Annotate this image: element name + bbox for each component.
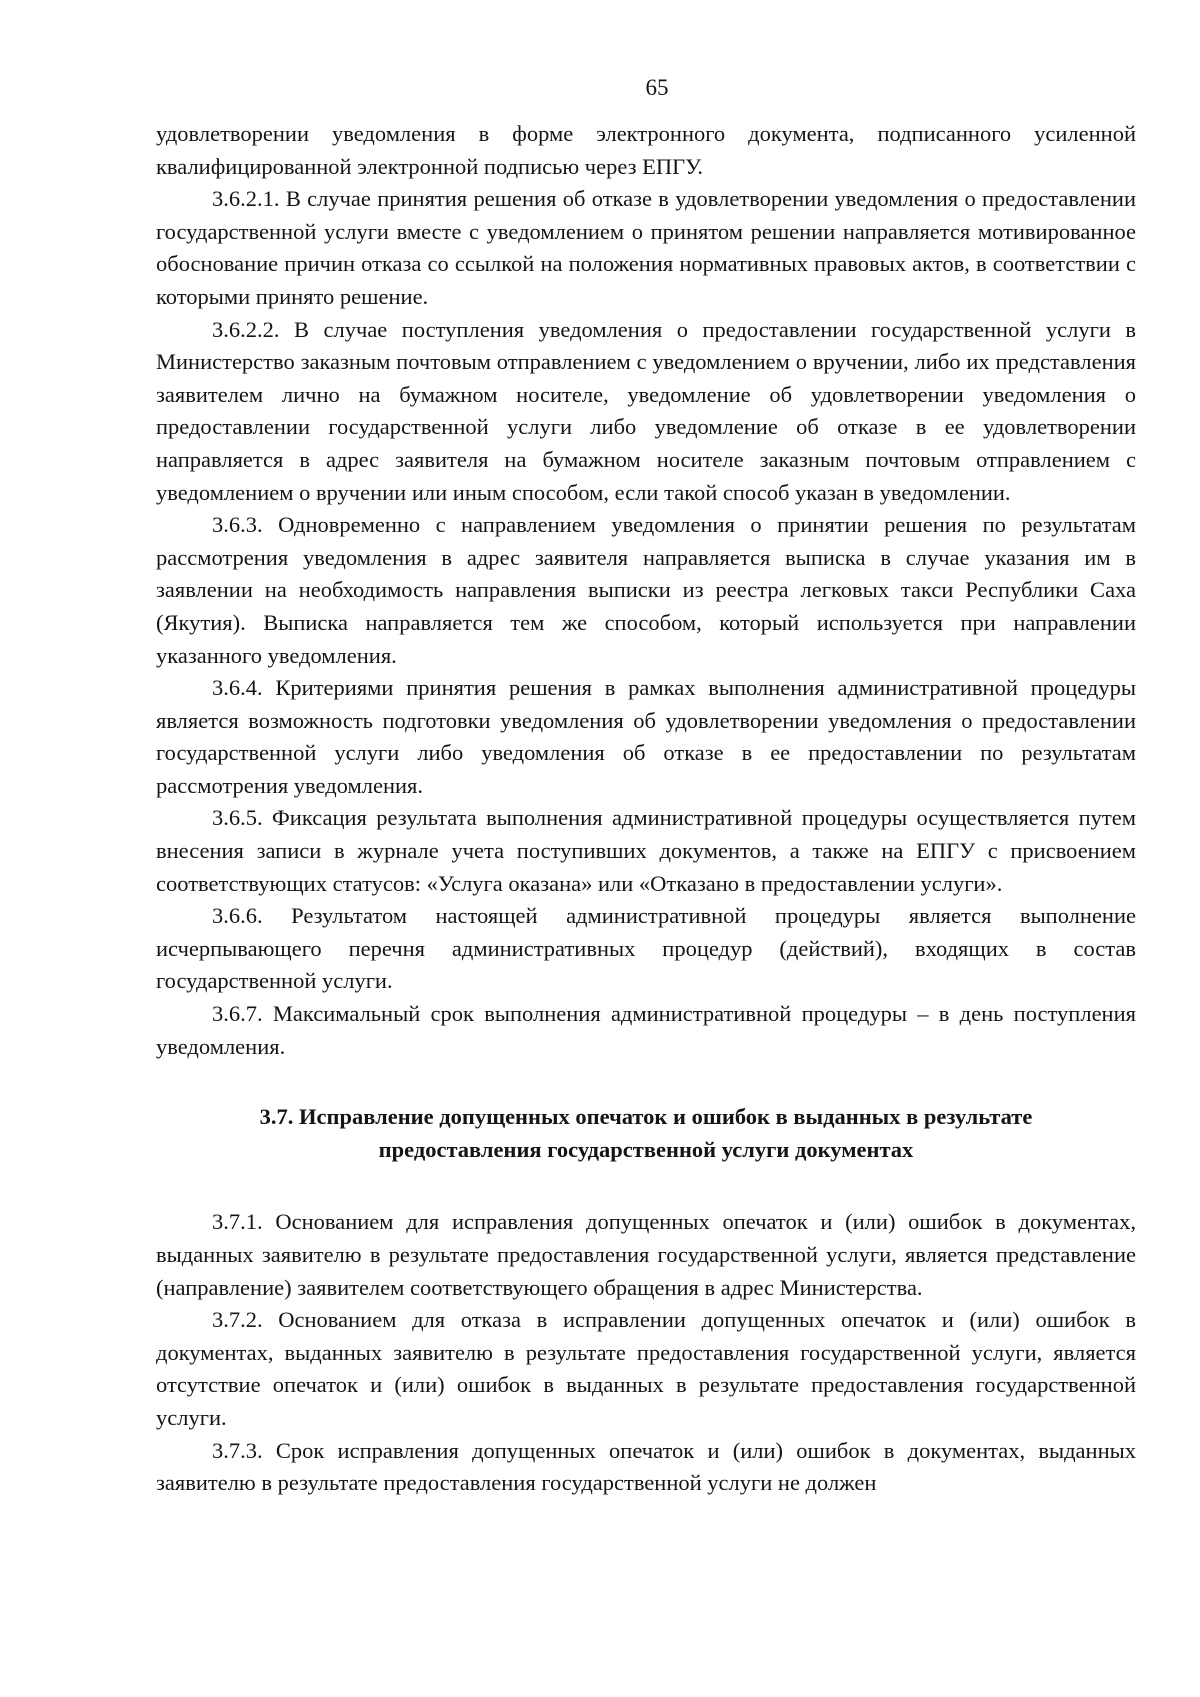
paragraph-continuation: удовлетворении уведомления в форме электронного документа, подписанного усиленной квалифицированной электронной подписью через ЕПГУ. bbox=[156, 121, 1136, 179]
paragraphs-before bbox=[156, 118, 1136, 1063]
paragraph-3-6-2-1: 3.6.2.1. В случае принятия решения об отказе в удовлетворении уведомления о предоставлении государственной услуги вместе с уведомлением о принятом решении направляется мотивированное обоснование причин отказа со ссылкой на положения нормативных правовых актов, в соответствии с которыми принято решение. bbox=[156, 186, 1136, 309]
paragraphs-after bbox=[156, 1206, 1136, 1499]
paragraph-3-6-6: 3.6.6. Результатом настоящей административной процедуры является выполнение исчерпывающего перечня административных процедур (действий), входящих в состав государственной услуги. bbox=[156, 903, 1136, 994]
paragraph-3-6-7: 3.6.7. Максимальный срок выполнения административной процедуры – в день поступления уведомления. bbox=[156, 1001, 1136, 1059]
paragraph-3-6-3: 3.6.3. Одновременно с направлением уведомления о принятии решения по результатам рассмотрения уведомления в адрес заявителя направляется выписка в случае указания им в заявлении на необходимость направления выписки из реестра легковых такси Республики Саха (Якутия). Выписка направляется тем же способом, который используется при направлении указанного уведомления. bbox=[156, 512, 1136, 668]
document-page bbox=[156, 72, 1136, 1500]
paragraph-3-7-1: 3.7.1. Основанием для исправления допущенных опечаток и (или) ошибок в документах, выданных заявителю в результате предоставления государственной услуги, является представление (направление) заявителем соответствующего обращения в адрес Министерства. bbox=[156, 1209, 1136, 1300]
page-number: 65 bbox=[645, 75, 669, 100]
section-heading-3-7 bbox=[156, 1101, 1136, 1166]
section-heading-line-1: 3.7. Исправление допущенных опечаток и ошибок в выданных в результате bbox=[259, 1104, 1033, 1130]
paragraph-3-7-2: 3.7.2. Основанием для отказа в исправлении допущенных опечаток и (или) ошибок в документах, выданных заявителю в результате предоставления государственной услуги, является отсутствие опечаток и (или) ошибок в выданных в результате предоставления государственной услуги. bbox=[156, 1307, 1136, 1430]
paragraph-3-6-2-2: 3.6.2.2. В случае поступления уведомления о предоставлении государственной услуги в Министерство заказным почтовым отправлением с уведомлением о вручении, либо их представления заявителем лично на бумажном носителе, уведомление об удовлетворении уведомления о предоставлении государственной услуги либо уведомление об отказе в ее удовлетворении направляется в адрес заявителя на бумажном носителе заказным почтовым отправлением с уведомлением о вручении или иным способом, если такой способ указан в уведомлении. bbox=[156, 316, 1136, 505]
paragraph-3-6-4: 3.6.4. Критериями принятия решения в рамках выполнения административной процедуры является возможность подготовки уведомления об удовлетворении уведомления о предоставлении государственной услуги либо уведомления об отказе в ее предоставлении по результатам рассмотрения уведомления. bbox=[156, 675, 1136, 798]
paragraph-3-7-3: 3.7.3. Срок исправления допущенных опечаток и (или) ошибок в документах, выданных заявителю в результате предоставления государственной услуги не должен bbox=[156, 1437, 1136, 1496]
section-heading-line-2: предоставления государственной услуги документах bbox=[378, 1136, 914, 1162]
paragraph-3-6-5: 3.6.5. Фиксация результата выполнения административной процедуры осуществляется путем внесения записи в журнале учета поступивших документов, а также на ЕПГУ с присвоением соответствующих статусов: «Услуга оказана» или «Отказано в предоставлении услуги». bbox=[156, 805, 1136, 896]
